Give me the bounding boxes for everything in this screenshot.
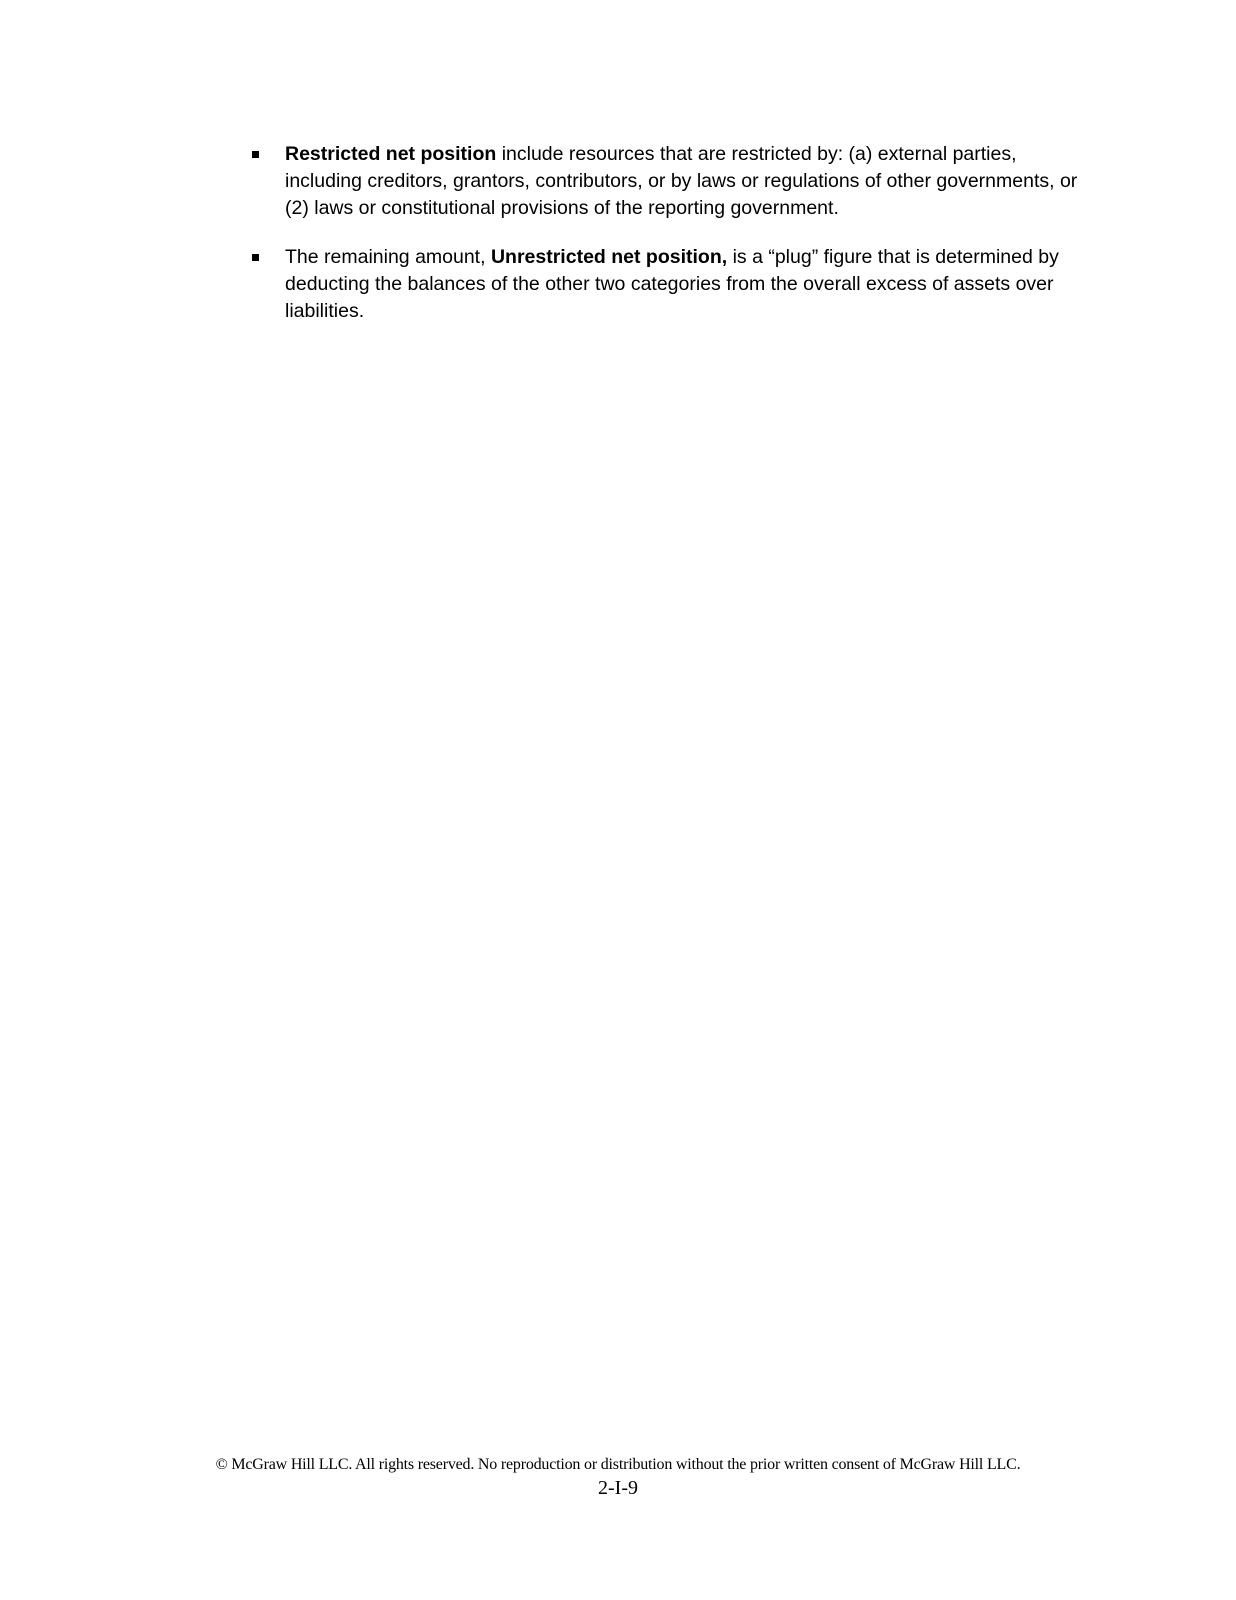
bullet-list	[250, 141, 1080, 347]
bold-term: Restricted net position	[285, 143, 497, 165]
page-footer	[0, 1454, 1236, 1500]
bullet-item-unrestricted-net-position	[250, 244, 1080, 325]
bullet-text: Restricted net position include resources that are restricted by: (a) external parties, including creditors, grantors, contributors, or by laws or regulations of other governments, or (2) laws or constitutional provisions of the reporting government.	[285, 143, 1078, 219]
bullet-item-restricted-net-position	[250, 141, 1080, 222]
bold-term: Unrestricted net position,	[490, 246, 728, 268]
bullet-text: The remaining amount, Unrestricted net position, is a “plug” figure that is determined by deducting the balances of the other two categories from the overall excess of assets over liabilities.	[285, 246, 1059, 322]
copyright-notice: © McGraw Hill LLC. All rights reserved. No reproduction or distribution without the prior written consent of McGraw Hill LLC.	[215, 1456, 1021, 1473]
square-bullet-icon	[252, 151, 259, 158]
square-bullet-icon	[252, 254, 259, 261]
page-number: 2-I-9	[598, 1477, 638, 1499]
